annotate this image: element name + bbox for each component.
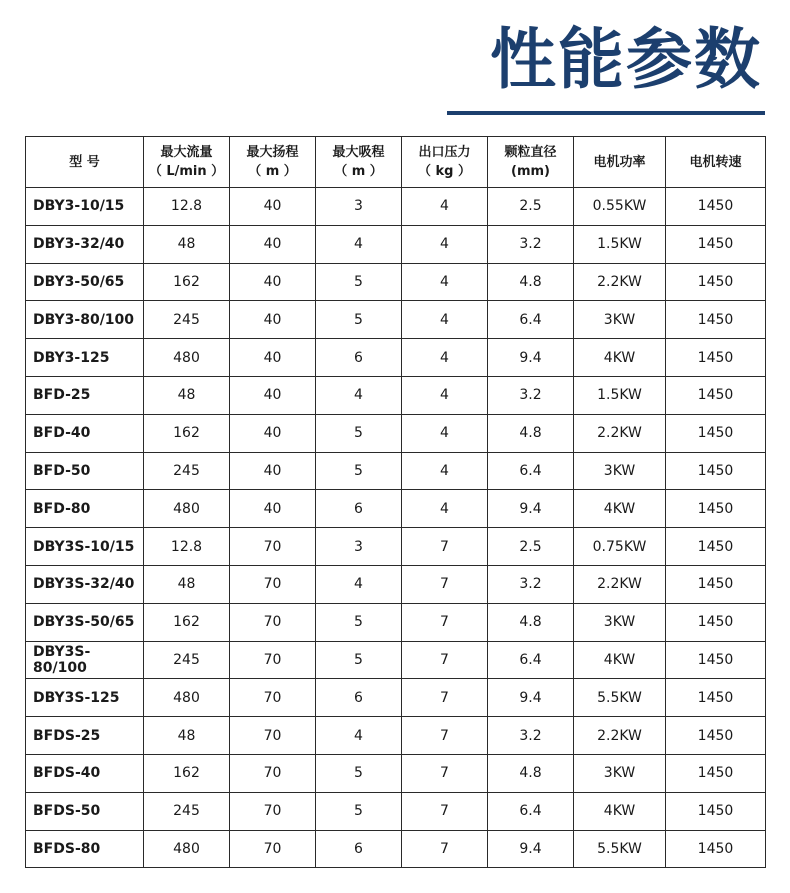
value-cell: 48 <box>144 225 230 263</box>
value-cell: 4 <box>402 452 488 490</box>
value-cell: 6 <box>316 490 402 528</box>
column-header-label: 电机功率 <box>593 154 646 170</box>
value-cell: 1450 <box>666 754 766 792</box>
model-cell: DBY3S-32/40 <box>26 565 144 603</box>
value-cell: 3KW <box>574 301 666 339</box>
value-cell: 3 <box>316 528 402 566</box>
value-cell: 1450 <box>666 339 766 377</box>
column-header-unit: （ kg ） <box>417 164 471 179</box>
value-cell: 1450 <box>666 225 766 263</box>
table-row <box>26 188 766 226</box>
value-cell: 3.2 <box>488 225 574 263</box>
model-cell: DBY3S-125 <box>26 679 144 717</box>
value-cell: 2.2KW <box>574 263 666 301</box>
value-cell: 7 <box>402 679 488 717</box>
model-cell: BFDS-80 <box>26 830 144 868</box>
value-cell: 1450 <box>666 490 766 528</box>
value-cell: 480 <box>144 490 230 528</box>
column-header-unit: （ L/min ） <box>148 164 225 179</box>
value-cell: 5 <box>316 414 402 452</box>
value-cell: 1.5KW <box>574 225 666 263</box>
model-cell: DBY3-32/40 <box>26 225 144 263</box>
value-cell: 9.4 <box>488 339 574 377</box>
value-cell: 3KW <box>574 754 666 792</box>
value-cell: 3.2 <box>488 565 574 603</box>
column-header-label: 电机转速 <box>689 154 742 170</box>
value-cell: 1450 <box>666 263 766 301</box>
value-cell: 70 <box>230 717 316 755</box>
value-cell: 4.8 <box>488 414 574 452</box>
value-cell: 70 <box>230 641 316 679</box>
table-row <box>26 603 766 641</box>
value-cell: 6.4 <box>488 641 574 679</box>
value-cell: 5 <box>316 641 402 679</box>
value-cell: 12.8 <box>144 528 230 566</box>
value-cell: 4 <box>402 301 488 339</box>
value-cell: 7 <box>402 792 488 830</box>
table-row <box>26 225 766 263</box>
value-cell: 70 <box>230 528 316 566</box>
value-cell: 1450 <box>666 603 766 641</box>
value-cell: 3 <box>316 188 402 226</box>
value-cell: 5.5KW <box>574 679 666 717</box>
value-cell: 1450 <box>666 528 766 566</box>
column-header-label: 型 号 <box>69 154 100 170</box>
value-cell: 3.2 <box>488 376 574 414</box>
title-underline <box>447 111 765 115</box>
column-header <box>402 137 488 188</box>
value-cell: 4 <box>316 225 402 263</box>
value-cell: 1450 <box>666 641 766 679</box>
value-cell: 7 <box>402 603 488 641</box>
value-cell: 9.4 <box>488 830 574 868</box>
header-row <box>26 137 766 188</box>
value-cell: 4KW <box>574 490 666 528</box>
value-cell: 4 <box>402 188 488 226</box>
value-cell: 48 <box>144 565 230 603</box>
value-cell: 1450 <box>666 830 766 868</box>
table-row <box>26 792 766 830</box>
column-header-label: 颗粒直径 <box>504 145 557 160</box>
table-row <box>26 490 766 528</box>
column-header-label: 出口压力 <box>418 145 471 160</box>
value-cell: 4 <box>316 376 402 414</box>
value-cell: 245 <box>144 452 230 490</box>
value-cell: 40 <box>230 263 316 301</box>
value-cell: 6 <box>316 339 402 377</box>
value-cell: 9.4 <box>488 490 574 528</box>
value-cell: 4 <box>402 490 488 528</box>
table-row <box>26 641 766 679</box>
value-cell: 40 <box>230 414 316 452</box>
page-title: 性能参数 <box>490 21 762 98</box>
value-cell: 6.4 <box>488 452 574 490</box>
model-cell: DBY3S-50/65 <box>26 603 144 641</box>
table-row <box>26 376 766 414</box>
column-header <box>666 137 766 188</box>
column-header <box>316 137 402 188</box>
column-header <box>488 137 574 188</box>
value-cell: 5 <box>316 603 402 641</box>
model-cell: DBY3-125 <box>26 339 144 377</box>
value-cell: 162 <box>144 754 230 792</box>
model-cell: DBY3S-80/100 <box>26 641 144 679</box>
value-cell: 0.75KW <box>574 528 666 566</box>
column-header-unit: （ m ） <box>334 164 383 179</box>
table-row <box>26 339 766 377</box>
value-cell: 70 <box>230 830 316 868</box>
value-cell: 2.5 <box>488 188 574 226</box>
value-cell: 1450 <box>666 301 766 339</box>
table-row <box>26 679 766 717</box>
model-cell: BFDS-25 <box>26 717 144 755</box>
value-cell: 4KW <box>574 792 666 830</box>
table-row <box>26 414 766 452</box>
value-cell: 245 <box>144 301 230 339</box>
value-cell: 1450 <box>666 717 766 755</box>
model-cell: DBY3-80/100 <box>26 301 144 339</box>
value-cell: 2.5 <box>488 528 574 566</box>
column-header-unit: （ m ） <box>248 164 297 179</box>
column-header <box>144 137 230 188</box>
model-cell: BFDS-50 <box>26 792 144 830</box>
value-cell: 4 <box>402 414 488 452</box>
value-cell: 3.2 <box>488 717 574 755</box>
value-cell: 6.4 <box>488 301 574 339</box>
table-body <box>26 188 766 868</box>
value-cell: 1450 <box>666 565 766 603</box>
value-cell: 48 <box>144 717 230 755</box>
table-row <box>26 528 766 566</box>
column-header-unit: (mm) <box>511 164 550 179</box>
value-cell: 1450 <box>666 452 766 490</box>
value-cell: 40 <box>230 339 316 377</box>
value-cell: 245 <box>144 792 230 830</box>
table-row <box>26 452 766 490</box>
value-cell: 1450 <box>666 188 766 226</box>
value-cell: 4KW <box>574 641 666 679</box>
value-cell: 6.4 <box>488 792 574 830</box>
model-cell: BFDS-40 <box>26 754 144 792</box>
table-row <box>26 830 766 868</box>
value-cell: 1450 <box>666 414 766 452</box>
value-cell: 245 <box>144 641 230 679</box>
table-row <box>26 565 766 603</box>
value-cell: 4KW <box>574 339 666 377</box>
value-cell: 162 <box>144 603 230 641</box>
column-header <box>574 137 666 188</box>
column-header-label: 最大吸程 <box>332 145 385 160</box>
model-cell: DBY3-10/15 <box>26 188 144 226</box>
value-cell: 2.2KW <box>574 717 666 755</box>
value-cell: 12.8 <box>144 188 230 226</box>
value-cell: 48 <box>144 376 230 414</box>
value-cell: 1450 <box>666 376 766 414</box>
value-cell: 4.8 <box>488 603 574 641</box>
model-cell: BFD-50 <box>26 452 144 490</box>
value-cell: 40 <box>230 225 316 263</box>
value-cell: 7 <box>402 641 488 679</box>
model-cell: DBY3-50/65 <box>26 263 144 301</box>
value-cell: 1.5KW <box>574 376 666 414</box>
value-cell: 7 <box>402 565 488 603</box>
value-cell: 70 <box>230 565 316 603</box>
model-cell: BFD-40 <box>26 414 144 452</box>
table-row <box>26 263 766 301</box>
value-cell: 4.8 <box>488 263 574 301</box>
value-cell: 4 <box>402 225 488 263</box>
value-cell: 1450 <box>666 679 766 717</box>
column-header <box>26 137 144 188</box>
value-cell: 40 <box>230 490 316 528</box>
value-cell: 4 <box>402 263 488 301</box>
value-cell: 5 <box>316 301 402 339</box>
value-cell: 9.4 <box>488 679 574 717</box>
value-cell: 6 <box>316 830 402 868</box>
value-cell: 3KW <box>574 452 666 490</box>
table-row <box>26 717 766 755</box>
value-cell: 4 <box>316 565 402 603</box>
value-cell: 162 <box>144 414 230 452</box>
model-cell: BFD-80 <box>26 490 144 528</box>
value-cell: 40 <box>230 376 316 414</box>
table-row <box>26 301 766 339</box>
value-cell: 0.55KW <box>574 188 666 226</box>
table-row <box>26 754 766 792</box>
value-cell: 70 <box>230 603 316 641</box>
value-cell: 7 <box>402 830 488 868</box>
column-header <box>230 137 316 188</box>
value-cell: 2.2KW <box>574 414 666 452</box>
value-cell: 70 <box>230 679 316 717</box>
value-cell: 2.2KW <box>574 565 666 603</box>
value-cell: 4 <box>402 339 488 377</box>
value-cell: 4 <box>316 717 402 755</box>
value-cell: 162 <box>144 263 230 301</box>
column-header-label: 最大扬程 <box>246 145 299 160</box>
value-cell: 5.5KW <box>574 830 666 868</box>
value-cell: 7 <box>402 717 488 755</box>
value-cell: 480 <box>144 339 230 377</box>
value-cell: 6 <box>316 679 402 717</box>
value-cell: 70 <box>230 754 316 792</box>
value-cell: 5 <box>316 263 402 301</box>
value-cell: 5 <box>316 792 402 830</box>
value-cell: 7 <box>402 528 488 566</box>
value-cell: 7 <box>402 754 488 792</box>
value-cell: 4.8 <box>488 754 574 792</box>
value-cell: 40 <box>230 452 316 490</box>
value-cell: 70 <box>230 792 316 830</box>
value-cell: 480 <box>144 830 230 868</box>
model-cell: DBY3S-10/15 <box>26 528 144 566</box>
column-header-label: 最大流量 <box>160 145 213 160</box>
value-cell: 5 <box>316 452 402 490</box>
value-cell: 40 <box>230 301 316 339</box>
spec-table <box>25 136 766 868</box>
value-cell: 3KW <box>574 603 666 641</box>
value-cell: 4 <box>402 376 488 414</box>
value-cell: 480 <box>144 679 230 717</box>
value-cell: 40 <box>230 188 316 226</box>
model-cell: BFD-25 <box>26 376 144 414</box>
value-cell: 5 <box>316 754 402 792</box>
value-cell: 1450 <box>666 792 766 830</box>
